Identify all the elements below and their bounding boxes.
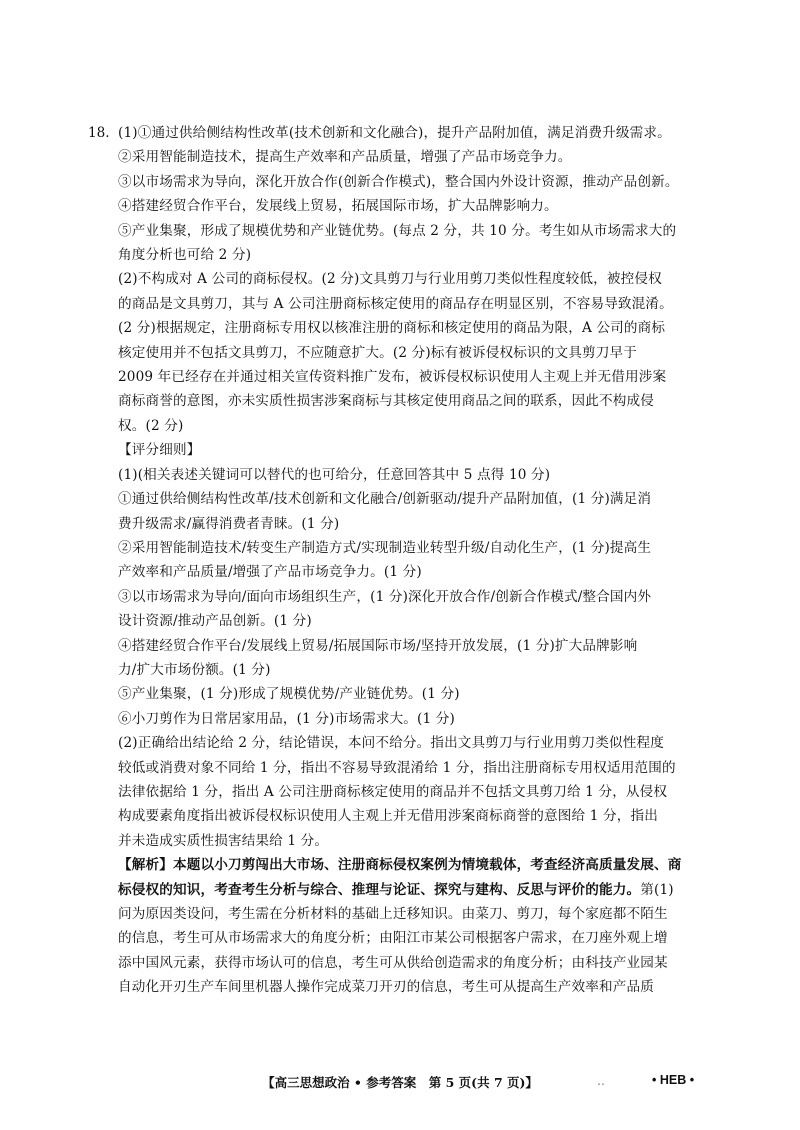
answer-line: 2009 年已经存在并通过相关宣传资料推广发布，被诉侵权标识使用人主观上并无借用涉案 bbox=[118, 369, 667, 386]
answer-line: ⑤产业集聚，形成了规模优势和产业链优势。(每点 2 分，共 10 分。考生如从市场需求大的 bbox=[118, 222, 677, 239]
answer-line: 费升级需求/赢得消费者青睐。(1 分) bbox=[118, 515, 340, 532]
answer-line: 并未造成实质性损害结果给 1 分。 bbox=[118, 832, 329, 849]
answer-line: (2)不构成对 A 公司的商标侵权。(2 分)文具剪刀与行业用剪刀类似性程度较低，被控侵权 bbox=[118, 271, 662, 288]
analysis-section bbox=[118, 853, 690, 999]
answer-line: ③以市场需求为导向，深化开放合作(创新合作模式)，整合国内外设计资源，推动产品创新。 bbox=[118, 173, 679, 190]
answer-line: ④搭建经贸合作平台，发展线上贸易，拓展国际市场，扩大品牌影响力。 bbox=[118, 198, 558, 215]
question-number: 18. bbox=[88, 125, 110, 141]
analysis-tail-text: 第(1) bbox=[640, 881, 674, 898]
answer-line: 力/扩大市场份额。(1 分) bbox=[118, 661, 271, 678]
answer-line: 角度分析也可给 2 分) bbox=[118, 247, 252, 264]
answer-line: (2)正确给出结论给 2 分，结论错误，本问不给分。指出文具剪刀与行业用剪刀类似性程度 bbox=[118, 735, 664, 752]
analysis-bold-text: 标侵权的知识，考查考生分析与综合、推理与论证、探究与建构、反思与评价的能力。 bbox=[118, 881, 641, 898]
analysis-line: 【解析】本题以小刀剪闯出大市场、注册商标侵权案例为情境载体，考查经济高质量发展、商 bbox=[118, 857, 682, 874]
answer-line: 商标商誉的意图，亦未实质性损害涉案商标与其核定使用商品之间的联系，因此不构成侵 bbox=[118, 393, 655, 410]
page-footer bbox=[0, 1073, 800, 1097]
answer-line: 权。(2 分) bbox=[118, 417, 184, 434]
answer-line: ②采用智能制造技术，提高生产效率和产品质量，增强了产品市场竞争力。 bbox=[118, 149, 572, 166]
analysis-line bbox=[118, 878, 690, 902]
answer-line: ①通过供给侧结构性改革/技术创新和文化融合/创新驱动/提升产品附加值，(1 分)满足消 bbox=[118, 491, 652, 508]
footer-code: • HEB • bbox=[652, 1073, 695, 1087]
answer-line: (1)(相关表述关键词可以替代的也可给分，任意回答其中 5 点得 10 分) bbox=[118, 466, 551, 483]
answer-line: ⑥小刀剪作为日常居家用品，(1 分)市场需求大。(1 分) bbox=[118, 710, 455, 727]
analysis-line: 的信息，考生可从市场需求大的角度分析；由阳江市某公司根据客户需求，在刀座外观上增 bbox=[118, 930, 668, 947]
footer-dots: .. bbox=[597, 1073, 605, 1088]
answer-line: 法律依据给 1 分，指出 A 公司注册商标核定使用的商品并不包括文具剪刀给 1 分，从侵权 bbox=[118, 783, 668, 800]
answer-line: ④搭建经贸合作平台/发展线上贸易/拓展国际市场/坚持开放发展，(1 分)扩大品牌影响 bbox=[118, 637, 638, 654]
answer-line: 核定使用并不包括文具剪刀，不应随意扩大。(2 分)标有被诉侵权标识的文具剪刀早于 bbox=[118, 344, 637, 361]
footer-page-info: 【高三思想政治 • 参考答案 第 5 页(共 7 页)】 bbox=[262, 1075, 538, 1090]
answer-lines bbox=[118, 121, 690, 853]
answer-body bbox=[118, 121, 690, 1000]
answer-line: ③以市场需求为导向/面向市场组织生产，(1 分)深化开放合作/创新合作模式/整合国内外 bbox=[118, 588, 652, 605]
answer-line: 产效率和产品质量/增强了产品市场竞争力。(1 分) bbox=[118, 564, 422, 581]
answer-line: 设计资源/推动产品创新。(1 分) bbox=[118, 613, 312, 630]
analysis-line: 添中国风元素，获得市场认可的信息，考生可从供给创造需求的角度分析；由科技产业园某 bbox=[118, 954, 668, 971]
analysis-line: 自动化开刃生产车间里机器人操作完成菜刀开刃的信息，考生可从提高生产效率和产品质 bbox=[118, 979, 655, 996]
answer-line: (2 分)根据规定，注册商标专用权以核准注册的商标和核定使用的商品为限，A 公司的商标 bbox=[118, 320, 666, 337]
analysis-line: 问为原因类设问，考生需在分析材料的基础上迁移知识。由菜刀、剪刀，每个家庭都不陌生 bbox=[118, 906, 668, 922]
answer-line: ②采用智能制造技术/转变生产制造方式/实现制造业转型升级/自动化生产，(1 分)提高生 bbox=[118, 539, 652, 556]
answer-line: 构成要素角度指出被诉侵权标识使用人主观上并无借用涉案商标商誉的意图给 1 分，指出 bbox=[118, 808, 659, 825]
section-heading-scoring: 【评分细则】 bbox=[118, 442, 201, 459]
answer-line: 较低或消费对象不同给 1 分，指出不容易导致混淆给 1 分，指出注册商标专用权适用范围的 bbox=[118, 759, 676, 776]
answer-line: ⑤产业集聚，(1 分)形成了规模优势/产业链优势。(1 分) bbox=[118, 686, 460, 703]
answer-line: 的商品是文具剪刀，其与 A 公司注册商标核定使用的商品存在明显区别，不容易导致混淆。 bbox=[118, 295, 673, 312]
answer-line: (1)①通过供给侧结构性改革(技术创新和文化融合)，提升产品附加值，满足消费升级需求。 bbox=[118, 125, 671, 141]
